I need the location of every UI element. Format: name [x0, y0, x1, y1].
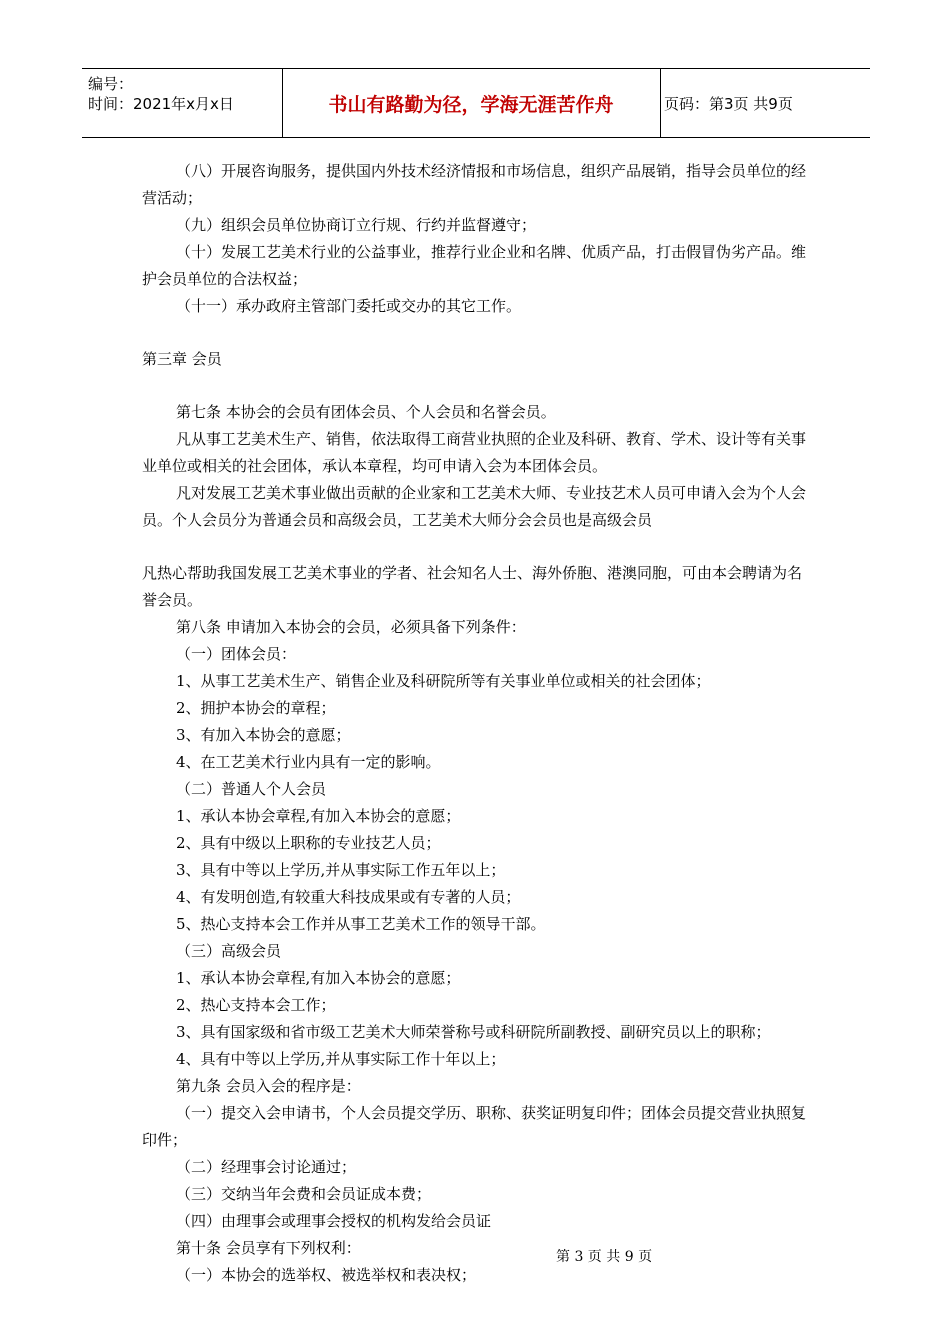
page-number-label: 页码：第3页 共9页 — [664, 94, 793, 113]
document-date-label: 时间：2021年x月x日 — [88, 95, 234, 113]
page-header — [82, 68, 870, 138]
paragraph: 2、热心支持本会工作； — [176, 996, 336, 1014]
paragraph: 2、拥护本协会的章程； — [176, 699, 336, 717]
paragraph: 1、承认本协会章程,有加入本协会的意愿； — [176, 807, 461, 825]
paragraph: 5、热心支持本会工作并从事工艺美术工作的领导干部。 — [176, 915, 546, 933]
header-page-number — [664, 69, 870, 137]
paragraph: 2、具有中级以上职称的专业技艺人员； — [176, 834, 441, 852]
paragraph: （一）本协会的选举权、被选举权和表决权； — [176, 1266, 477, 1284]
paragraph: 4、在工艺美术行业内具有一定的影响。 — [176, 753, 441, 771]
document-body — [142, 158, 810, 1289]
paragraph: 4、有发明创造,有较重大科技成果或有专著的人员； — [176, 888, 521, 906]
paragraph: （九）组织会员单位协商订立行规、行约并监督遵守； — [176, 216, 537, 234]
paragraph: 第七条 本协会的会员有团体会员、个人会员和名誉会员。 — [176, 403, 556, 421]
paragraph: 凡对发展工艺美术事业做出贡献的企业家和工艺美术大师、专业技艺术人员可申请入会为个人会员。个人会员分为普通会员和高级会员，工艺美术大师分会会员也是高级会员 — [142, 484, 807, 529]
paragraph: 凡从事工艺美术生产、销售，依法取得工商营业执照的企业及科研、教育、学术、设计等有关事业单位或相关的社会团体，承认本章程，均可申请入会为本团体会员。 — [142, 430, 807, 475]
paragraph: （四）由理事会或理事会授权的机构发给会员证 — [176, 1212, 492, 1230]
paragraph: 1、从事工艺美术生产、销售企业及科研院所等有关事业单位或相关的社会团体； — [176, 672, 711, 690]
paragraph: 第九条 会员入会的程序是： — [176, 1077, 361, 1095]
paragraph: 3、有加入本协会的意愿； — [176, 726, 351, 744]
document-number-label: 编号： — [88, 75, 134, 93]
blank-line — [142, 320, 810, 346]
page-footer: 第 3 页 共 9 页 — [556, 1249, 653, 1265]
paragraph: （八）开展咨询服务，提供国内外技术经济情报和市场信息，组织产品展销，指导会员单位的经营活动； — [142, 162, 807, 207]
paragraph: （三）高级会员 — [176, 942, 282, 960]
paragraph: 3、具有国家级和省市级工艺美术大师荣誉称号或科研院所副教授、副研究员以上的职称； — [176, 1023, 771, 1041]
paragraph: 3、具有中等以上学历,并从事实际工作五年以上； — [176, 861, 506, 879]
paragraph: 第八条 申请加入本协会的会员，必须具备下列条件： — [176, 618, 526, 636]
blank-line — [142, 534, 810, 560]
paragraph: （一）团体会员： — [176, 645, 297, 663]
header-meta — [82, 69, 283, 137]
paragraph: 凡热心帮助我国发展工艺美术事业的学者、社会知名人士、海外侨胞、港澳同胞，可由本会聘请为名誉会员。 — [142, 564, 803, 609]
paragraph: （一）提交入会申请书，个人会员提交学历、职称、获奖证明复印件；团体会员提交营业执照复印件； — [142, 1104, 807, 1149]
header-motto: 书山有路勤为径，学海无涯苦作舟 — [282, 69, 661, 137]
paragraph: 1、承认本协会章程,有加入本协会的意愿； — [176, 969, 461, 987]
paragraph: （十）发展工艺美术行业的公益事业，推荐行业企业和名牌、优质产品，打击假冒伪劣产品。维护会员单位的合法权益； — [142, 243, 807, 288]
paragraph: （三）交纳当年会费和会员证成本费； — [176, 1185, 432, 1203]
paragraph: 第三章 会员 — [142, 350, 222, 368]
paragraph: （十一）承办政府主管部门委托或交办的其它工作。 — [176, 297, 522, 315]
paragraph: （二）经理事会讨论通过； — [176, 1158, 357, 1176]
paragraph: （二）普通人个人会员 — [176, 780, 327, 798]
paragraph: 第十条 会员享有下列权利： — [176, 1239, 361, 1257]
blank-line — [142, 373, 810, 399]
paragraph: 4、具有中等以上学历,并从事实际工作十年以上； — [176, 1050, 506, 1068]
